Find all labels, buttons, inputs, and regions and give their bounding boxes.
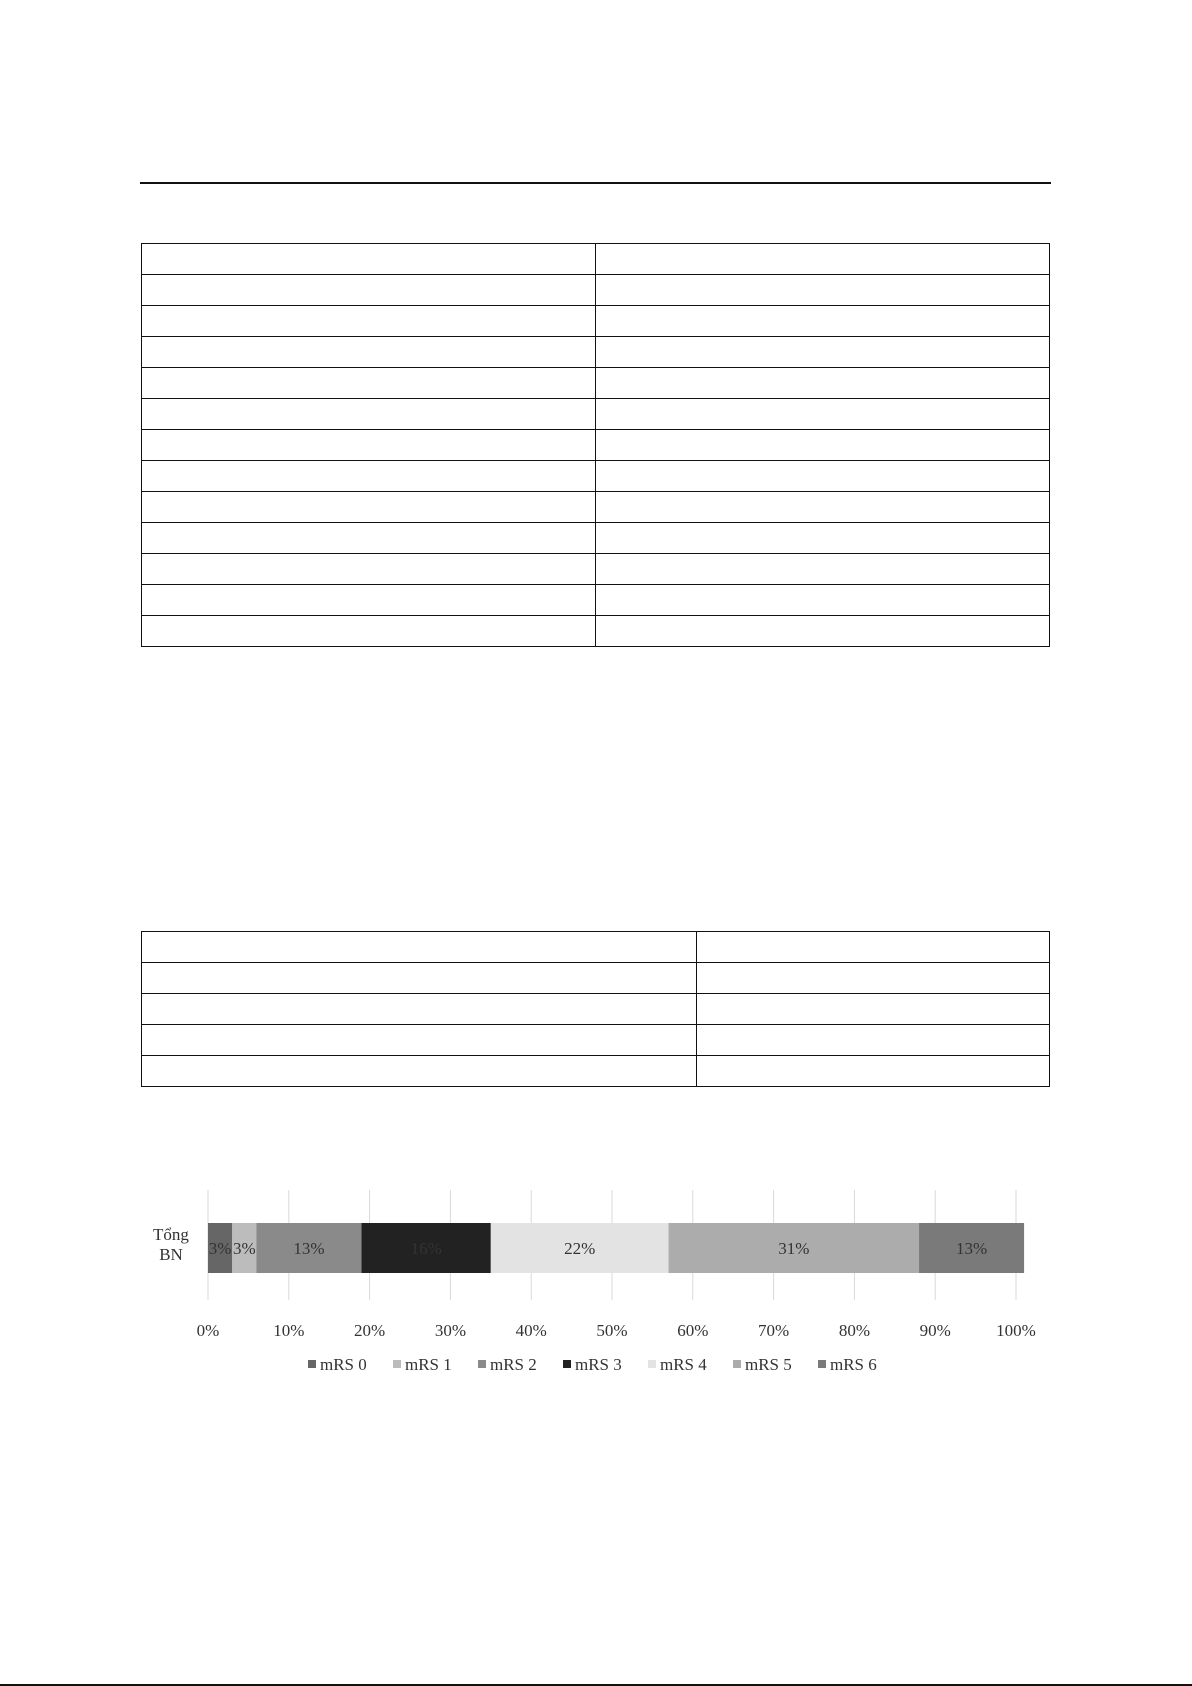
table2-row: [142, 932, 1050, 963]
bar-data-label: 31%: [778, 1239, 810, 1258]
table2-cell: [142, 932, 697, 963]
table2-row: [142, 963, 1050, 994]
x-tick-label: 90%: [919, 1321, 951, 1340]
legend-label: mRS 0: [320, 1355, 367, 1374]
data-table-1: [141, 243, 1050, 647]
table1-cell: [596, 306, 1050, 337]
table1-row: [142, 554, 1050, 585]
chart-x-ticks: [197, 1321, 1036, 1340]
x-tick-label: 70%: [758, 1321, 790, 1340]
data-table-2-body: [142, 932, 1050, 1087]
table2-row: [142, 1025, 1050, 1056]
table1-row: [142, 430, 1050, 461]
legend-swatch: [648, 1360, 656, 1368]
table2-cell: [142, 994, 697, 1025]
header-rule: [140, 182, 1051, 184]
table1-cell: [596, 523, 1050, 554]
table1-cell: [142, 461, 596, 492]
x-tick-label: 60%: [677, 1321, 709, 1340]
category-label-line: BN: [159, 1245, 183, 1264]
x-tick-label: 30%: [434, 1321, 466, 1340]
table2-cell: [697, 1056, 1050, 1087]
table2-cell: [142, 1025, 697, 1056]
table2-cell: [697, 1025, 1050, 1056]
legend-swatch: [478, 1360, 486, 1368]
data-table-1-body: [142, 244, 1050, 647]
table1-cell: [596, 275, 1050, 306]
legend-label: mRS 2: [490, 1355, 537, 1374]
table2-cell: [142, 1056, 697, 1087]
table1-cell: [142, 368, 596, 399]
category-label: [153, 1225, 189, 1264]
chart-legend: [308, 1355, 877, 1374]
bar-data-label: 13%: [293, 1239, 325, 1258]
table1-cell: [596, 616, 1050, 647]
table1-cell: [142, 616, 596, 647]
legend-swatch: [393, 1360, 401, 1368]
table1-row: [142, 399, 1050, 430]
table1-cell: [596, 554, 1050, 585]
table1-cell: [142, 306, 596, 337]
table2-cell: [697, 932, 1050, 963]
table1-row: [142, 275, 1050, 306]
table1-cell: [596, 244, 1050, 275]
table1-cell: [596, 585, 1050, 616]
table1-cell: [142, 244, 596, 275]
category-label-line: Tổng: [153, 1225, 189, 1244]
table1-row: [142, 523, 1050, 554]
table1-cell: [142, 430, 596, 461]
legend-label: mRS 6: [830, 1355, 877, 1374]
table1-cell: [142, 399, 596, 430]
table1-row: [142, 492, 1050, 523]
table1-row: [142, 368, 1050, 399]
legend-label: mRS 3: [575, 1355, 622, 1374]
table1-cell: [142, 492, 596, 523]
mrs-stacked-bar-chart: [140, 1180, 1060, 1400]
table1-cell: [142, 523, 596, 554]
x-tick-label: 80%: [838, 1321, 870, 1340]
x-tick-label: 10%: [273, 1321, 305, 1340]
legend-swatch: [733, 1360, 741, 1368]
chart-category-label: [153, 1225, 189, 1264]
table2-cell: [697, 963, 1050, 994]
legend-label: mRS 5: [745, 1355, 792, 1374]
table2-cell: [142, 963, 697, 994]
legend-swatch: [563, 1360, 571, 1368]
bar-data-label: 13%: [955, 1239, 988, 1258]
table2-row: [142, 1056, 1050, 1087]
chart-bars: [208, 1223, 1024, 1273]
table1-cell: [596, 337, 1050, 368]
x-tick-label: 0%: [196, 1321, 220, 1340]
table1-row: [142, 461, 1050, 492]
table1-cell: [142, 585, 596, 616]
table1-row: [142, 616, 1050, 647]
legend-swatch: [308, 1360, 316, 1368]
table1-cell: [596, 399, 1050, 430]
bar-data-label: 22%: [564, 1239, 596, 1258]
bar-data-label: 16%: [410, 1239, 442, 1258]
table1-cell: [596, 430, 1050, 461]
table1-cell: [142, 275, 596, 306]
table1-cell: [142, 554, 596, 585]
table1-cell: [142, 337, 596, 368]
table1-cell: [596, 492, 1050, 523]
table2-cell: [697, 994, 1050, 1025]
legend-swatch: [818, 1360, 826, 1368]
legend-label: mRS 1: [405, 1355, 452, 1374]
table1-cell: [596, 461, 1050, 492]
table1-row: [142, 244, 1050, 275]
table1-cell: [596, 368, 1050, 399]
table2-row: [142, 994, 1050, 1025]
bar-data-label: 3%: [208, 1239, 232, 1258]
data-table-2: [141, 931, 1050, 1087]
x-tick-label: 40%: [515, 1321, 547, 1340]
x-tick-label: 100%: [996, 1321, 1036, 1340]
table1-row: [142, 337, 1050, 368]
legend-label: mRS 4: [660, 1355, 707, 1374]
table1-row: [142, 585, 1050, 616]
table1-row: [142, 306, 1050, 337]
x-tick-label: 50%: [596, 1321, 628, 1340]
x-tick-label: 20%: [354, 1321, 386, 1340]
bar-data-label: 3%: [233, 1239, 256, 1258]
